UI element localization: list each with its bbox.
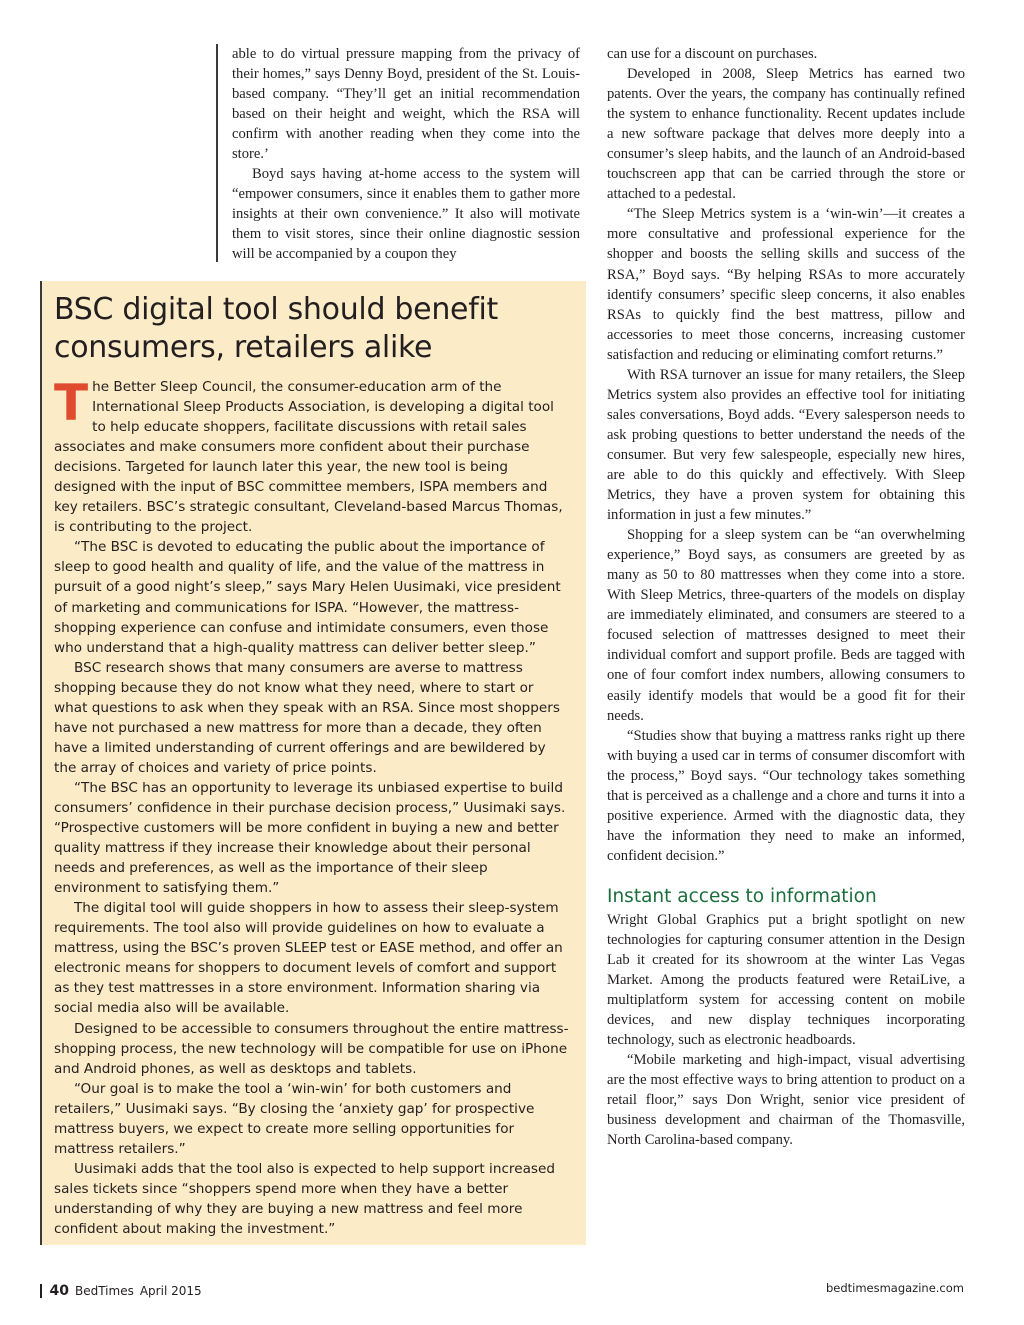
top-left-paragraph-1: able to do virtual pressure mapping from the privacy of their homes,” says Denny Boyd, president of the St. Louis-based company. “They’ll get an initial recommendation based on their height and weight, which the RSA will confirm with another reading when they come into the store.’ bbox=[232, 46, 580, 163]
right-paragraph-4: With RSA turnover an issue for many retailers, the Sleep Metrics system also provides an effective tool for initiating sales conversations, Boyd adds. “Every salesperson needs to ask probing questions to better understand the needs of the consumer. But very few salespeople, especially new hires, are able to do this quickly and effectively. With Sleep Metrics, they have a proven system for obtaining this information in just a few minutes.” bbox=[607, 366, 965, 524]
top-left-paragraph-2: Boyd says having at-home access to the system will “empower consumers, since it enables them to gather more insights at their own convenience.” It also will motivate them to visit stores, since their online diagnostic session will be accompanied by a coupon they bbox=[232, 166, 580, 263]
top-left-column bbox=[216, 44, 580, 262]
page-number: 40 bbox=[49, 1283, 69, 1299]
sidebar-body bbox=[54, 374, 570, 1239]
sidebar-paragraph-5: The digital tool will guide shoppers in how to assess their sleep-system requirements. The tool also will provide guidelines on how to evaluate a mattress, using the BSC’s proven SLEEP test or EASE method, and offer an electronic means for shoppers to document levels of comfort and support as they test mattresses in a store environment. Information sharing via social media also will be available. bbox=[54, 900, 563, 1017]
right-paragraph-7: Wright Global Graphics put a bright spotlight on new technologies for capturing consumer attention in the Design Lab it created for its showroom at the winter Las Vegas Market. Among the products featured were RetaiLive, a multiplatform system for accessing content on mobile devices, and new display techniques incorporating technology, such as electronic headboards. bbox=[607, 911, 965, 1049]
sidebar-paragraph-2: “The BSC is devoted to educating the public about the importance of sleep to good health and quality of life, and the value of the mattress in pursuit of a good night’s sleep,” says Mary Helen Uusimaki, vice president of marketing and communications for ISPA. “However, the mattress-shopping experience can confuse and intimidate consumers, even those who understand that a high-quality mattress can deliver better sleep.” bbox=[54, 539, 561, 656]
right-paragraph-8: “Mobile marketing and high-impact, visual advertising are the most effective ways to bring attention to product on a retail floor,” says Don Wright, senior vice president of business development and chairman of the Thomasville, North Carolina-based company. bbox=[607, 1052, 965, 1149]
issue-date: April 2015 bbox=[139, 1284, 202, 1298]
sidebar-paragraph-1-text: he Better Sleep Council, the consumer-education arm of the International Sleep Products Association, is developing a digital tool to help educate shoppers, facilitate discussions with retail sales associates and make consumers more confident about their purchase decisions. Targeted for launch later this year, the new tool is being designed with the input of BSC committee members, ISPA members and key retailers. BSC’s strategic consultant, Cleveland-based Marcus Thomas, is contributing to the project. bbox=[54, 379, 563, 536]
magazine-name: BedTimes bbox=[74, 1284, 134, 1298]
sidebar-box bbox=[40, 281, 586, 1245]
sidebar-title: BSC digital tool should benefit consumers, retailers alike bbox=[54, 292, 498, 365]
right-paragraph-2: Developed in 2008, Sleep Metrics has earned two patents. Over the years, the company has continually refined the system to enhance functionality. Recent updates include a new software package that delves more deeply into a consumer’s sleep habits, and the launch of an Android-based touchscreen app that can be carried through the store or attached to a pedestal. bbox=[607, 66, 965, 203]
right-paragraph-3: “The Sleep Metrics system is a ‘win-win’—it creates a more consultative and professional experience for the shopper and boosts the selling skills and success of the RSA,” Boyd says. “By helping RSAs to more accurately identify consumers’ specific sleep concerns, it also enables RSAs to quickly find the best mattress, pillow and accessories to meet those concerns, increasing customer satisfaction and reducing or eliminating comfort returns.” bbox=[607, 206, 965, 363]
right-paragraph-1: can use for a discount on purchases. bbox=[607, 46, 818, 62]
section-subhead: Instant access to information bbox=[607, 885, 877, 907]
right-column bbox=[607, 44, 965, 1150]
sidebar-paragraph-6: Designed to be accessible to consumers throughout the entire mattress-shopping process, the new technology will be compatible for use on iPhone and Android phones, as well as desktops and tablets. bbox=[54, 1020, 569, 1077]
website-url: bedtimesmagazine.com bbox=[825, 1281, 964, 1295]
footer-folio bbox=[40, 1283, 202, 1299]
sidebar-paragraph-8: Uusimaki adds that the tool also is expected to help support increased sales tickets since “shoppers spend more when they have a better understanding of why they are buying a new mattress and feel more confident about making the investment.” bbox=[54, 1160, 555, 1237]
sidebar-paragraph-4: “The BSC has an opportunity to leverage its unbiased expertise to build consumers’ confidence in their purchase decision process,” Uusimaki says. “Prospective customers will be more confident in buying a new and better quality mattress if they increase their knowledge about their personal needs and preferences, as well as the importance of their sleep environment to satisfying them.” bbox=[54, 779, 566, 897]
sidebar-paragraph-7: “Our goal is to make the tool a ‘win-win’ for both customers and retailers,” Uusimaki says. “By closing the ‘anxiety gap’ for prospective mattress buyers, we expect to create more selling opportunities for mattress retailers.” bbox=[54, 1080, 535, 1157]
sidebar-paragraph-3: BSC research shows that many consumers are averse to mattress shopping because they do not know what they need, where to start or what questions to ask when they speak with an RSA. Since most shoppers have not purchased a new mattress for more than a decade, they often have a limited understanding of current offerings and are bewildered by the array of choices and variety of price points. bbox=[54, 659, 560, 776]
sidebar-paragraph-1 bbox=[54, 374, 570, 537]
right-paragraph-5: Shopping for a sleep system can be “an overwhelming experience,” Boyd says, as consumers are greeted by as many as 50 to 80 mattresses when they come into a store. With Sleep Metrics, three-quarters of the models on display are immediately eliminated, and consumers are steered to a focused selection of mattresses designed to meet their individual comfort and support profile. Beds are tagged with one of four comfort index numbers, allowing consumers to easily identify models that would be a good fit for their needs. bbox=[607, 527, 965, 724]
drop-cap: T bbox=[54, 374, 89, 432]
right-paragraph-6: “Studies show that buying a mattress ranks right up there with buying a used car in terms of consumer discomfort with the process,” Boyd says. “Our technology takes something that is perceived as a challenge and a chore and turns it into a positive experience. Armed with the diagnostic data, they have the information they need to make an informed, confident decision.” bbox=[607, 727, 965, 864]
folio-rule bbox=[40, 1284, 42, 1298]
